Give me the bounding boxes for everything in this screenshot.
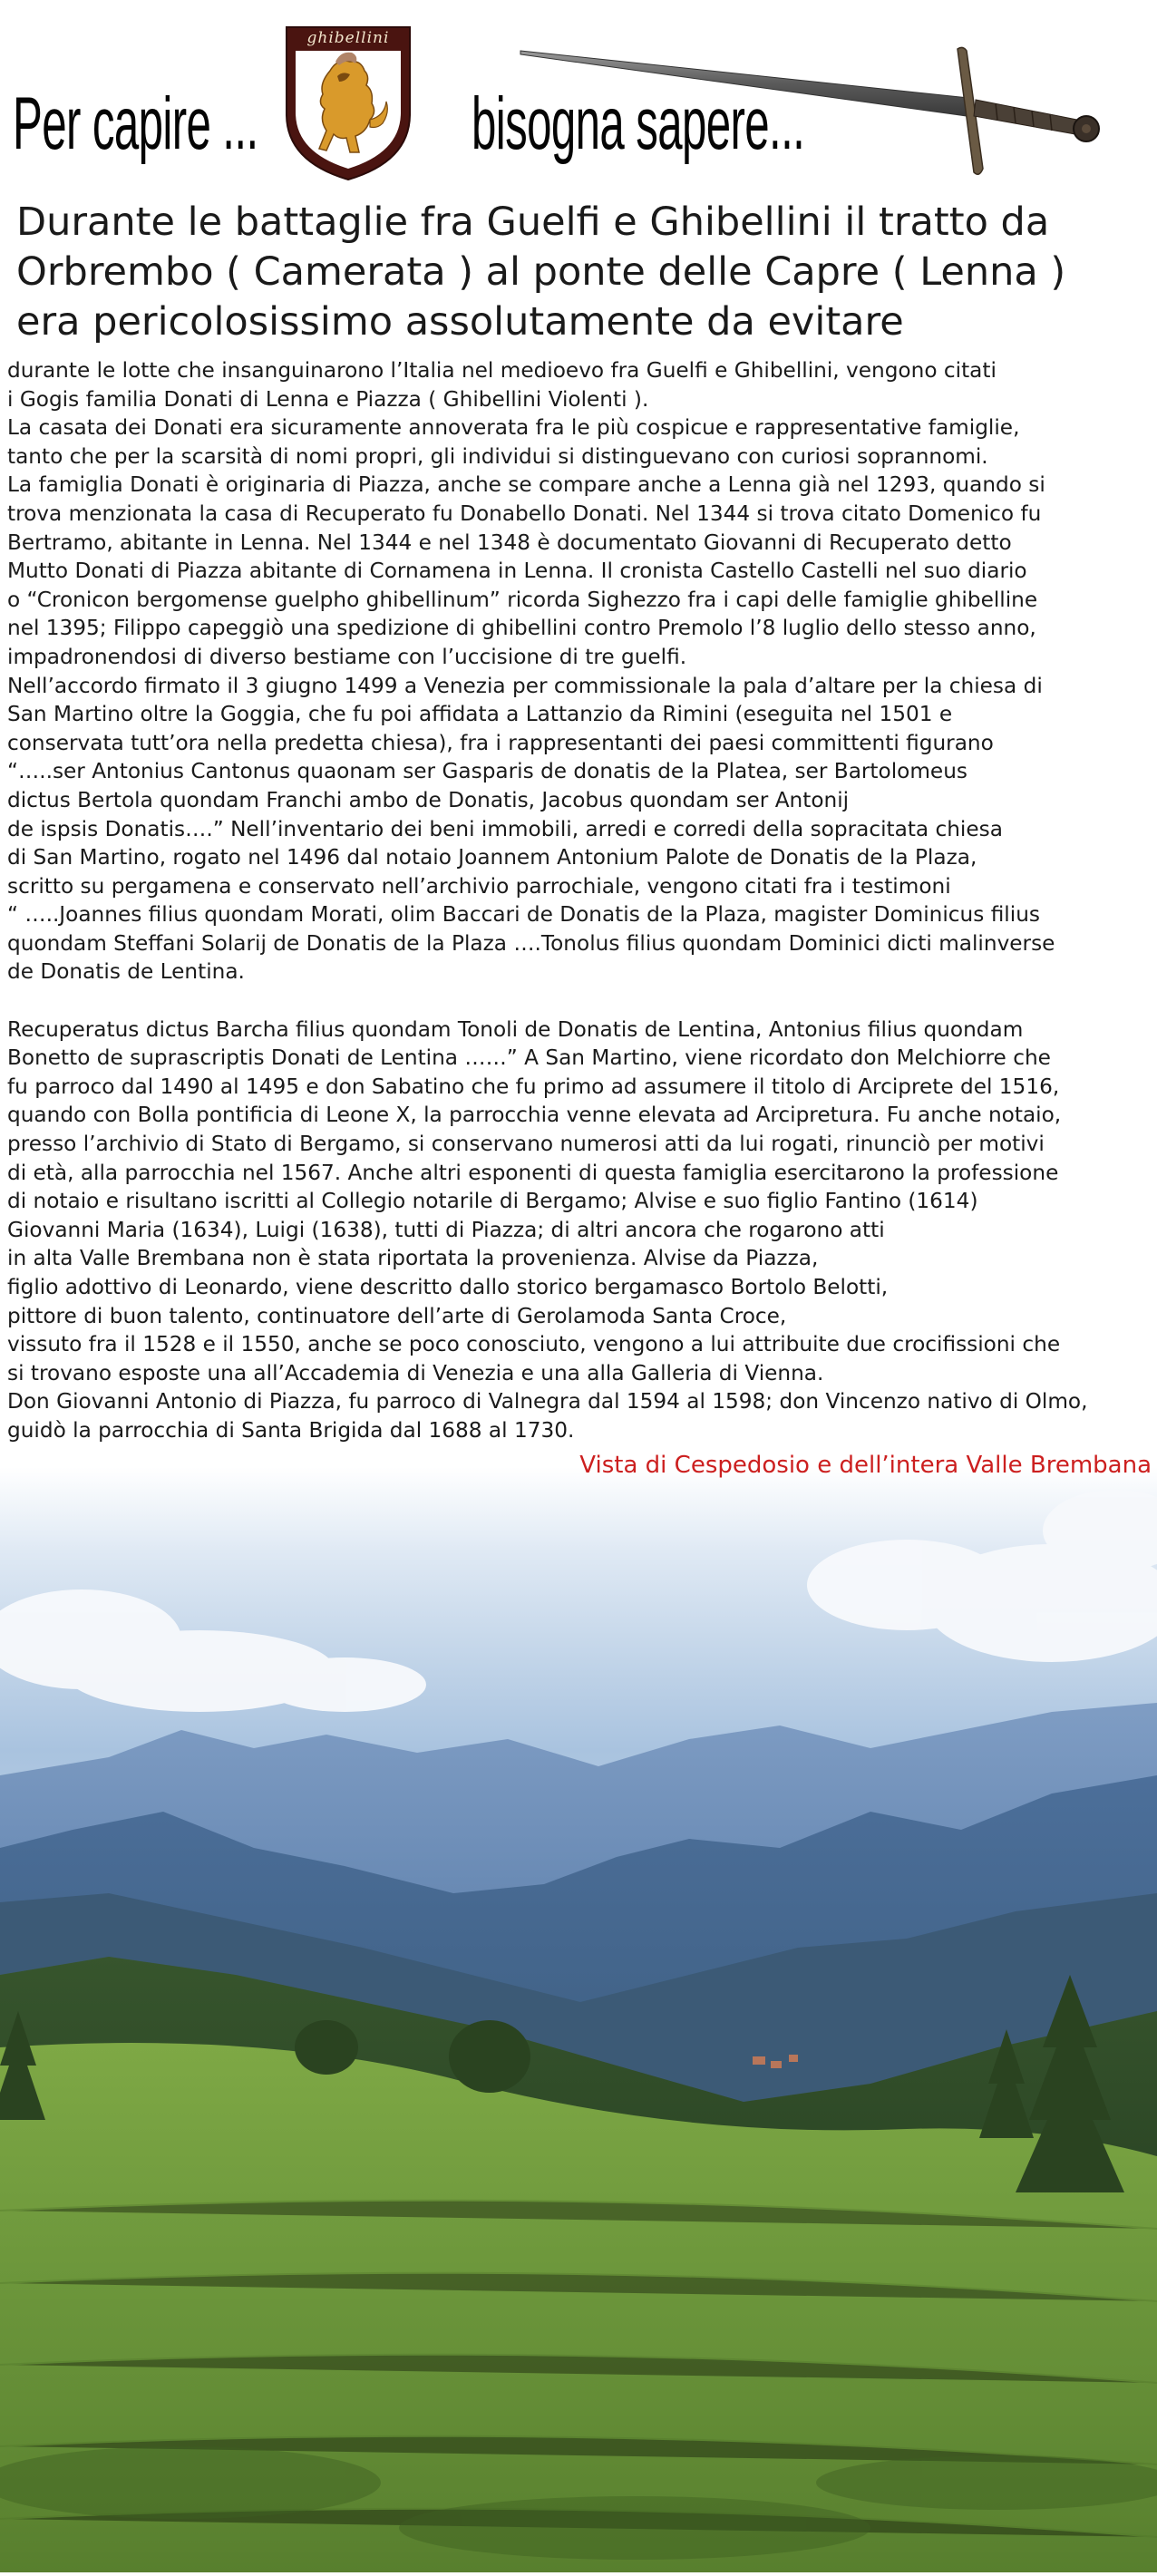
body-line: presso l’archivio di Stato di Bergamo, si conservano numerosi atti da lui rogati, rinunciò per motivi (7, 1132, 1045, 1157)
title-bisogna-sapere: bisogna sapere... (472, 83, 805, 165)
body-line: di San Martino, rogato nel 1496 dal notaio Joannem Antonium Palote de Donatis de la Plaza, (7, 845, 977, 870)
body-line: figlio adottivo di Leonardo, viene descritto dallo storico bergamasco Bortolo Belotti, (7, 1275, 889, 1299)
body-line: “…..ser Antonius Cantonus quaonam ser Gasparis de donatis de la Platea, ser Bartolomeus (7, 759, 967, 784)
body-line: guidò la parrocchia di Santa Brigida dal 1688 al 1730. (7, 1417, 575, 1443)
body-line: pittore di buon talento, continuatore dell’arte di Gerolamoda Santa Croce, (7, 1303, 787, 1328)
body-line: tanto che per la scarsità di nomi propri, gli individui si distinguevano con curiosi soprannomi. (7, 443, 988, 469)
body-line: o “Cronicon bergomense guelpho ghibellinum” ricorda Sighezzo fra i capi delle famiglie ghibelline (7, 587, 1038, 612)
body-line: quando con Bolla pontificia di Leone X, la parrocchia venne elevata ad Arcipretura. Fu anche notaio, (7, 1103, 1062, 1128)
body-line: durante le lotte che insanguinarono l’Italia nel medioevo fra Guelfi e Ghibellini, vengono citati (7, 358, 997, 383)
body-line: in alta Valle Brembana non è stata riportata la provenienza. Alvise da Piazza, (7, 1246, 819, 1271)
body-line: San Martino oltre la Goggia, che fu poi affidata a Lattanzio da Rimini (eseguita nel 1501 e (7, 702, 953, 727)
body-line: vissuto fra il 1528 e il 1550, anche se poco conosciuto, vengono a lui attribuite due crocifissioni che (7, 1332, 1061, 1357)
body-line: La famiglia Donati è originaria di Piazza, anche se compare anche a Lenna già nel 1293, quando si (7, 472, 1045, 498)
sword-icon (515, 33, 1150, 196)
body-line: Nell’accordo firmato il 3 giugno 1499 a Venezia per commissionale la pala d’altare per la chiesa di (7, 673, 1043, 698)
body-line: nel 1395; Filippo capeggiò una spedizione di ghibellini contro Premolo l’8 luglio dello stesso anno, (7, 616, 1036, 641)
body-line: de Donatis de Lentina. (7, 959, 245, 985)
subtitle-line: Orbrembo ( Camerata ) al ponte delle Capre ( Lenna ) (16, 249, 1066, 295)
page-header (0, 0, 1157, 195)
article-body (7, 356, 1152, 1445)
body-line: si trovano esposte una all’Accademia di Venezia e una alla Galleria di Vienna. (7, 1360, 824, 1385)
body-line: Bertramo, abitante in Lenna. Nel 1344 e nel 1348 è documentato Giovanni di Recuperato detto (7, 530, 1012, 555)
body-line: i Gogis familia Donati di Lenna e Piazza ( Ghibellini Violenti ). (7, 386, 649, 412)
body-line: La casata dei Donati era sicuramente annoverata fra le più cospicue e rappresentative famiglie, (7, 415, 1020, 441)
body-line: Don Giovanni Antonio di Piazza, fu parroco di Valnegra dal 1594 al 1598; don Vincenzo nativo di Olmo, (7, 1389, 1088, 1414)
body-line: impadronendosi di diverso bestiame con l’uccisione di tre guelfi. (7, 644, 687, 669)
title-per-capire: Per capire ... (13, 83, 258, 165)
body-line: de ispsis Donatis….” Nell’inventario dei beni immobili, arredi e corredi della sopracitata chiesa (7, 816, 1003, 841)
body-line: Mutto Donati di Piazza abitante di Cornamena in Lenna. Il cronista Castello Castelli nel suo diario (7, 559, 1027, 584)
body-line: Giovanni Maria (1634), Luigi (1638), tutti di Piazza; di altri ancora che rogarono atti (7, 1217, 885, 1242)
body-line: Bonetto de suprascriptis Donati de Lentina ……” A San Martino, viene ricordato don Melchiorre che (7, 1045, 1051, 1071)
body-line (7, 987, 1152, 1016)
subtitle-line: Durante le battaglie fra Guelfi e Ghibellini il tratto da (16, 199, 1050, 245)
body-line: fu parroco dal 1490 al 1495 e don Sabatino che fu primo ad assumere il titolo di Arciprete del 1516, (7, 1074, 1060, 1099)
body-line: Recuperatus dictus Barcha filius quondam Tonoli de Donatis de Lentina, Antonius filius quondam (7, 1016, 1024, 1042)
body-line: quondam Steffani Solarij de Donatis de la Plaza ….Tonolus filius quondam Dominici dicti malinverse (7, 930, 1055, 956)
body-line: dictus Bertola quondam Franchi ambo de Donatis, Jacobus quondam ser Antonij (7, 787, 850, 812)
landscape-photo (0, 1467, 1157, 2572)
photo-caption: Vista di Cespedosio e dell’intera Valle Brembana (579, 1452, 1152, 1479)
rampant-lion-crest-icon (283, 25, 413, 181)
body-line: di età, alla parrocchia nel 1567. Anche altri esponenti di questa famiglia esercitarono la professione (7, 1160, 1059, 1185)
body-line: conservata tutt’ora nella predetta chiesa), fra i rappresentanti dei paesi committenti figurano (7, 730, 994, 755)
body-line: di notaio e risultano iscritti al Collegio notarile di Bergamo; Alvise e suo figlio Fantino (1614) (7, 1189, 978, 1214)
subtitle (16, 198, 1150, 347)
body-line: scritto su pergamena e conservato nell’archivio parrochiale, vengono citati fra i testimoni (7, 873, 951, 899)
body-line: trova menzionata la casa di Recuperato fu Donabello Donati. Nel 1344 si trova citato Domenico fu (7, 501, 1042, 526)
subtitle-line: era pericolosissimo assolutamente da evitare (16, 299, 904, 345)
body-line: “ …..Joannes filius quondam Morati, olim Baccari de Donatis de la Plaza, magister Dominicus filius (7, 902, 1040, 928)
crest-label: ghibellini (306, 29, 390, 47)
